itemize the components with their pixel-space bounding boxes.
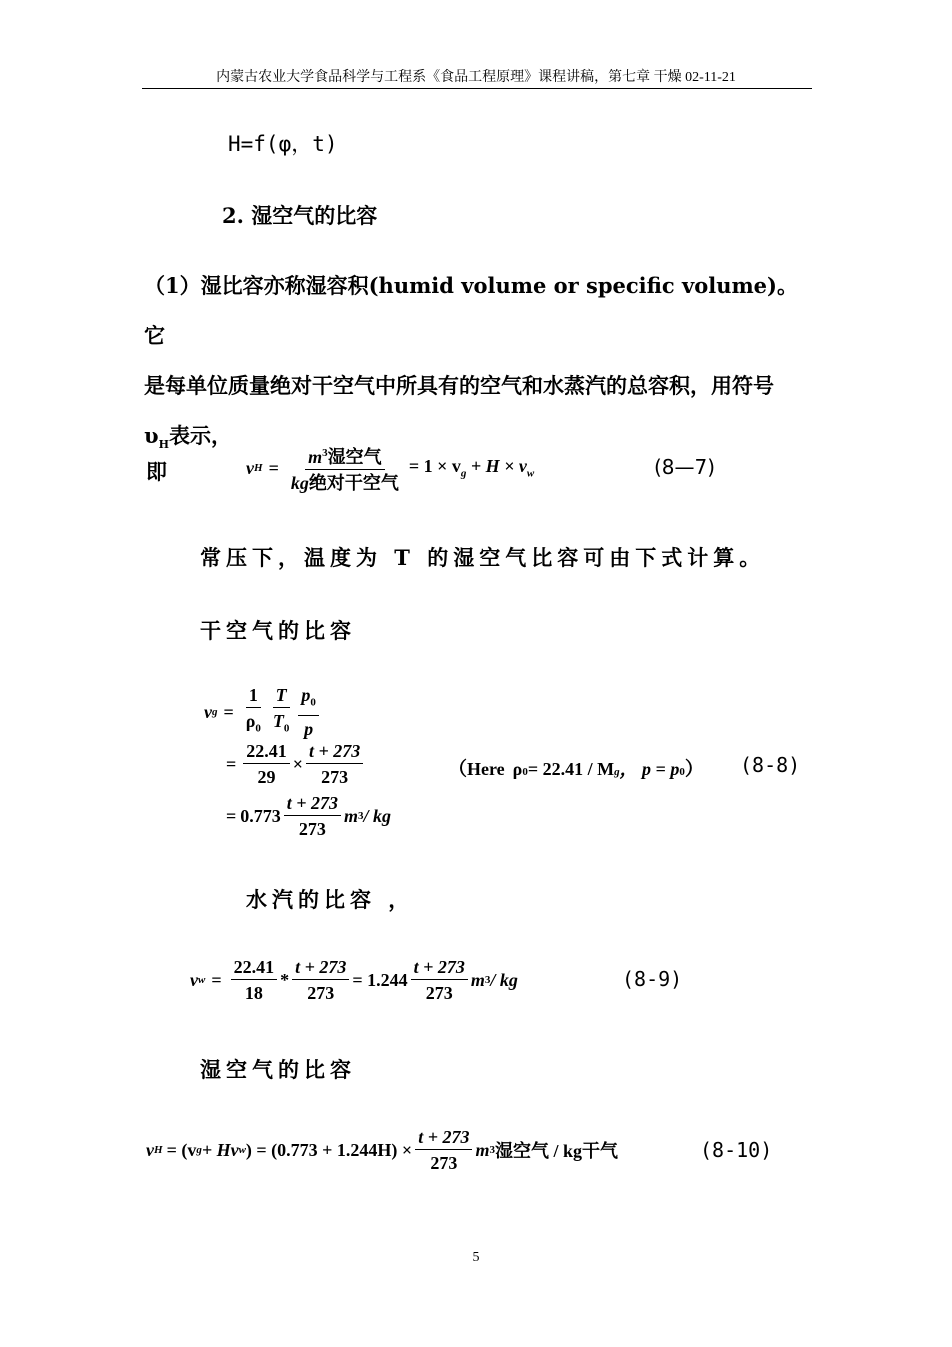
eq88-line1 (204, 686, 391, 738)
eq810-unit-m: m (475, 1139, 490, 1160)
para1-line3-rest: 表示， (168, 423, 232, 448)
eq87-rhs-mid: + H × v (466, 456, 527, 477)
eq88-f2-den-sub: 0 (283, 722, 290, 735)
eq810-p2-sub: w (238, 1144, 246, 1156)
eq88-note-rho-sub: 0 (522, 766, 528, 778)
eq88-l3-num: t + 273 (284, 792, 341, 816)
eq88-l3-frac (284, 792, 341, 840)
eq89-frac3 (411, 956, 468, 1004)
eq88-f1-den-sub: 0 (255, 722, 261, 735)
formula-h-f: H=f(φ，t) (228, 132, 338, 156)
eq89-unit-kg: / kg (490, 969, 518, 990)
dry-air-title: 干空气的比容 (200, 618, 356, 643)
eq89-lhs: v (190, 969, 198, 990)
eq88-note (448, 754, 704, 781)
eq89-eq: = (211, 969, 222, 990)
humid-air-title: 湿空气的比容 (200, 1057, 356, 1082)
eq87-num-m: m (308, 447, 323, 467)
eq810-p1-sub: g (196, 1144, 202, 1156)
eq810-lhs: v (146, 1139, 154, 1160)
eq88-lhs-sub: g (212, 706, 218, 718)
eq88-f3-num-sub: 0 (310, 696, 316, 709)
eq89-star: * (280, 969, 290, 990)
eq88-l2-den2: 273 (321, 767, 349, 787)
eq89-f3-num: t + 273 (411, 956, 468, 980)
eq88-l2-frac2 (306, 740, 363, 788)
eq89-f2-den: 273 (307, 983, 335, 1003)
eq87-numerator (305, 442, 385, 470)
eq88-f3-num-p: p (301, 685, 311, 706)
eq87-rhs-sub2: w (526, 467, 535, 480)
eq87-rhs-sub1: g (460, 467, 467, 480)
para-normal-pressure: 常压下，温度为 T 的湿空气比容可由下式计算。 (200, 545, 766, 570)
eq87-denominator (288, 470, 402, 494)
eq88-l2-den: 29 (257, 767, 276, 787)
eq89-f1-den: 18 (244, 983, 263, 1003)
eq87-num-text: 湿空气 (327, 447, 382, 467)
equation-8-7 (246, 442, 534, 494)
eq88-note-p: ， p = p (619, 759, 680, 779)
eq88-f1-num: 1 (246, 684, 261, 708)
eq88-l3-unit-m: m (344, 805, 359, 826)
page-number: 5 (472, 1250, 480, 1265)
eq89-frac2 (292, 956, 349, 1004)
eq89-number: (8-9) (622, 967, 683, 991)
eq88-times: × (292, 753, 304, 774)
para1-line2: 是每单位质量绝对干空气中所具有的空气和水蒸汽的总容积，用符号 (144, 373, 774, 398)
eq87-num-sup: 3 (322, 447, 328, 459)
eq88-f3-num (298, 684, 319, 716)
eq88-f2-den (270, 708, 293, 740)
upsilon-sub: H (158, 438, 169, 452)
paragraph-humid-volume (144, 261, 812, 470)
eq810-f-num: t + 273 (415, 1126, 472, 1150)
eq88-l3-den: 273 (298, 819, 326, 839)
eq87-lhs-sub: H (254, 462, 263, 474)
eq87-lhs: v (246, 457, 254, 478)
eq87-number: (8—7) (654, 455, 716, 479)
eq810-lhs-sub: H (154, 1144, 163, 1156)
eq89-f1-num: 22.41 (231, 956, 278, 980)
eq88-eq1: = (223, 701, 234, 722)
eq88-line2 (226, 738, 391, 790)
eq88-f1-den (243, 708, 264, 740)
eq89-f3-den: 273 (425, 983, 453, 1003)
eq88-note-mid: = 22.41 / M (527, 759, 615, 779)
section-title (222, 200, 377, 230)
eq88-frac2 (270, 684, 293, 740)
eq810-unit-text: 湿空气 / kg干气 (494, 1141, 618, 1161)
eq89-unit-m: m (470, 969, 485, 990)
equation-8-9 (190, 956, 518, 1004)
eq87-rhs (409, 456, 534, 480)
eq88-l2-frac1 (243, 740, 290, 788)
eq88-l2-num2: t + 273 (306, 740, 363, 764)
eq88-f2-num: T (273, 684, 290, 708)
eq88-lhs: v (204, 701, 212, 722)
eq87-equals: = (268, 457, 279, 478)
eq810-unit-sup: 3 (489, 1144, 495, 1156)
eq89-unit-sup: 3 (484, 974, 491, 986)
eq87-rhs-a: = 1 × v (408, 456, 461, 477)
equation-8-8 (204, 686, 391, 842)
eq87-lead: 即 (146, 459, 167, 484)
eq88-f2-den-t: T (272, 711, 284, 732)
eq810-p1: = (v (166, 1139, 197, 1160)
eq88-f1-den-rho: ρ (245, 711, 256, 732)
para1-line1: （1）湿比容亦称湿容积(humid volume or specific volume)。它 (144, 273, 798, 348)
eq89-f2-num: t + 273 (292, 956, 349, 980)
eq810-frac (415, 1126, 472, 1174)
page-header: 内蒙古农业大学食品科学与工程系《食品工程原理》课程讲稿，第七章 干燥 02-11-21 (216, 70, 736, 85)
eq810-number: (8-10) (700, 1138, 773, 1162)
eq88-note-rho: ρ (512, 759, 523, 779)
eq89-mid: = 1.244 (352, 969, 408, 990)
eq810-p3: ) = (0.773 + 1.244H) × (245, 1139, 413, 1160)
eq87-fraction (288, 442, 402, 494)
eq88-frac3 (298, 684, 319, 740)
eq88-note-p-sub: 0 (679, 766, 685, 778)
eq88-l2-num: 22.41 (243, 740, 290, 764)
eq88-frac1 (243, 684, 264, 740)
eq88-number: (8-8) (740, 753, 801, 777)
eq89-lhs-sub: w (198, 974, 206, 986)
eq88-eq2: = (226, 753, 237, 774)
eq88-eq3: = (226, 805, 237, 826)
section-title-text: 2. 湿空气的比容 (222, 203, 378, 228)
vapor-title: 水汽的比容 ， (246, 887, 415, 912)
eq87-den-text: 绝对干空气 (308, 473, 399, 493)
eq88-line3 (226, 790, 391, 842)
equation-8-10 (146, 1126, 618, 1174)
eq88-note-here: Here (467, 759, 505, 779)
eq89-frac1 (231, 956, 278, 1004)
eq88-l3-coef: 0.773 (240, 805, 281, 826)
eq88-f3-den: p (304, 718, 314, 739)
eq810-p2: + Hv (201, 1139, 239, 1160)
eq88-note-open: （ (448, 759, 468, 780)
upsilon-symbol: υ (144, 423, 159, 448)
eq87-den-kg: kg (290, 473, 309, 493)
header-rule (142, 88, 812, 89)
eq88-l3-unit-sup: 3 (358, 810, 364, 822)
eq88-note-m-sub: g (614, 766, 620, 778)
eq88-note-close: ） (684, 759, 704, 780)
eq810-f-den: 273 (430, 1153, 458, 1173)
eq88-l3-unit-kg: / kg (363, 805, 392, 826)
